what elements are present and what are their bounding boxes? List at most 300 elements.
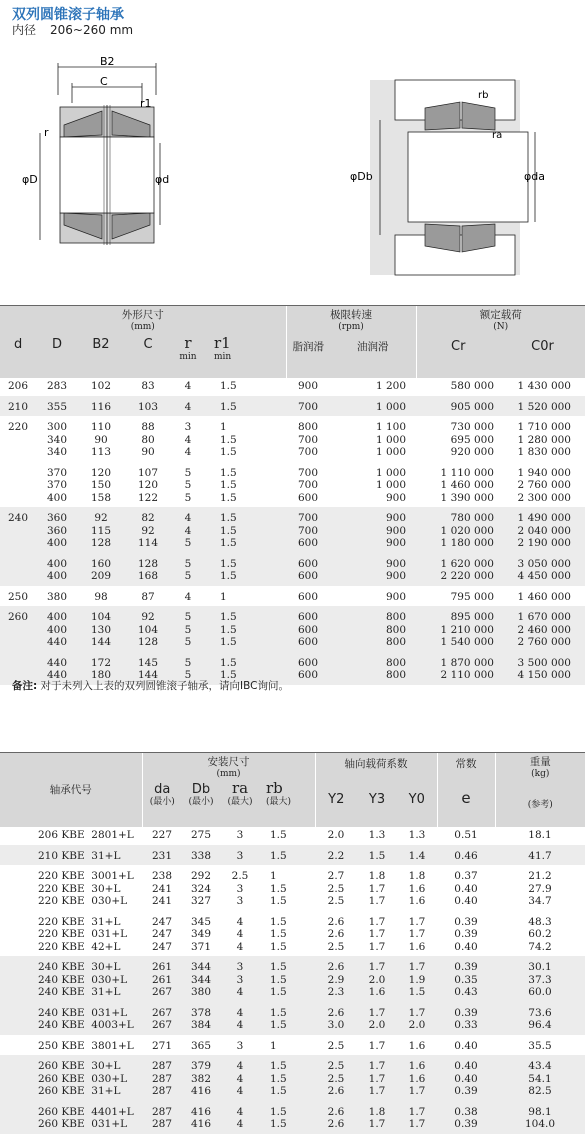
cell-d — [0, 446, 38, 462]
cell-Y0: 1.6 — [397, 1073, 437, 1086]
table-row — [0, 416, 585, 434]
cell-Y2: 2.6 — [315, 1085, 357, 1101]
cell-e: 0.33 — [437, 1019, 495, 1035]
cell-C0r: 3 500 000 — [500, 652, 585, 670]
cell-Y2: 3.0 — [315, 1019, 357, 1035]
cell-r1: 1.5 — [220, 446, 237, 458]
cell-Cr: 1 870 000 — [416, 652, 500, 670]
cell-ra: 4 — [220, 1055, 260, 1073]
cell-rb: 1 — [270, 1039, 277, 1052]
cell-C: 92 — [126, 525, 170, 538]
cell-d — [0, 434, 38, 447]
cell-Y0: 1.4 — [397, 845, 437, 866]
cell-e: 0.51 — [454, 829, 478, 841]
cell-weight: 98.1 — [495, 1101, 585, 1119]
cell-code: 240 KBE 031+L — [0, 1002, 142, 1020]
bearing-dimension-diagram — [20, 55, 190, 265]
cell-ra: 4 — [220, 1085, 260, 1101]
cell-D: 300 — [46, 421, 68, 433]
table-row — [0, 525, 585, 538]
cell-ra: 4 — [220, 1118, 260, 1134]
cell-r: 5 — [170, 636, 206, 652]
col-ref: (参考) — [495, 781, 585, 827]
cell-Y2: 2.5 — [315, 1055, 357, 1073]
cell-grease: 600 — [286, 606, 330, 624]
cell-r: 5 — [184, 479, 192, 491]
cell-d — [0, 462, 38, 480]
cell-C: 145 — [126, 652, 170, 670]
cell-d: 240 — [0, 507, 38, 525]
cell-C0r: 1 280 000 — [517, 433, 571, 446]
cell-C0r: 2 760 000 — [500, 636, 585, 652]
cell-code: 260 KBE 031+L — [0, 1118, 142, 1134]
table-row — [0, 1085, 585, 1101]
cell-Y3: 1.5 — [357, 845, 397, 866]
table-row — [0, 827, 585, 845]
cell-Cr: 2 110 000 — [416, 669, 500, 685]
cell-Y3: 1.7 — [357, 1073, 397, 1086]
table-row — [0, 1073, 585, 1086]
cell-r1: 1.5 — [220, 380, 237, 392]
cell-B2: 128 — [76, 537, 126, 553]
cell-Y3: 1.7 — [368, 882, 386, 895]
cell-rb: 1.5 — [260, 1002, 315, 1020]
cell-rb: 1.5 — [260, 845, 315, 866]
cell-Y2: 2.5 — [327, 895, 345, 907]
cell-weight: 37.3 — [495, 974, 585, 987]
cell-D: 370 — [46, 466, 68, 479]
cell-e: 0.38 — [437, 1101, 495, 1119]
group-const: 常数 — [437, 753, 495, 781]
col-da: da (最小) — [142, 781, 182, 827]
cell-rb: 1.5 — [270, 895, 287, 907]
cell-Y0: 1.6 — [397, 1055, 437, 1073]
cell-Y0: 1.7 — [397, 1118, 437, 1134]
cell-da: 267 — [142, 1002, 182, 1020]
cell-Y2: 2.0 — [327, 829, 345, 841]
cell-grease: 600 — [286, 553, 330, 571]
table-row — [0, 1002, 585, 1020]
cell-r: 5 — [170, 652, 206, 670]
cell-r1: 1.5 — [220, 491, 237, 504]
cell-ra: 3 — [236, 829, 244, 841]
cell-d — [0, 636, 38, 652]
cell-Y3: 1.7 — [357, 1055, 397, 1073]
cell-rb: 1.5 — [260, 1085, 315, 1101]
cell-Y2: 2.6 — [327, 915, 345, 928]
cell-grease: 600 — [286, 636, 330, 652]
group-axial: 轴向载荷系数 — [315, 753, 437, 781]
cell-r: 3 — [184, 421, 192, 433]
cell-Y0: 1.6 — [408, 882, 426, 895]
cell-grease: 700 — [297, 466, 319, 479]
group-install: 安装尺寸 (mm) — [142, 753, 315, 781]
cell-rb: 1.5 — [270, 940, 287, 953]
cell-C: 128 — [126, 553, 170, 571]
cell-D: 400 — [38, 570, 76, 586]
cell-Y3: 1.7 — [357, 1118, 397, 1134]
cell-Y2: 2.6 — [315, 1118, 357, 1134]
cell-Y2: 2.5 — [315, 1073, 357, 1086]
cell-e: 0.43 — [437, 986, 495, 1002]
cell-B2: 92 — [76, 507, 126, 525]
cell-Y0: 1.3 — [408, 829, 426, 841]
dim-da: φda — [524, 170, 545, 183]
cell-d: 220 — [8, 421, 29, 433]
cell-d: 260 — [0, 606, 38, 624]
cell-Y3: 1.3 — [368, 829, 386, 841]
dim-ra: ra — [492, 130, 503, 141]
cell-d — [0, 570, 38, 586]
cell-B2: 144 — [76, 636, 126, 652]
cell-code: 240 KBE 31+L — [0, 986, 142, 1002]
cell-da: 231 — [142, 845, 182, 866]
cell-Db: 384 — [182, 1019, 220, 1035]
cell-e: 0.39 — [437, 956, 495, 974]
cell-code: 260 KBE 030+L — [0, 1073, 142, 1086]
cell-Db: 416 — [182, 1085, 220, 1101]
cell-code: 260 KBE 30+L — [0, 1055, 142, 1073]
col-rb: rb (最大) — [260, 781, 315, 827]
cell-D: 340 — [46, 446, 68, 458]
cell-D: 380 — [46, 590, 68, 603]
cell-r: 5 — [170, 553, 206, 571]
cell-B2: 172 — [76, 652, 126, 670]
table-row — [0, 1101, 585, 1119]
cell-ra: 3 — [236, 882, 244, 895]
cell-oil: 900 — [385, 590, 406, 603]
cell-C: 104 — [126, 624, 170, 637]
cell-e: 0.37 — [454, 870, 478, 882]
cell-e: 0.40 — [437, 1055, 495, 1073]
cell-D: 400 — [38, 553, 76, 571]
cell-r: 5 — [170, 537, 206, 553]
table-note: 备注: 对于未列入上表的双列圆锥滚子轴承，请向IBC询问。 — [12, 680, 289, 692]
cell-r1: 1.5 — [206, 570, 286, 586]
cell-ra: 3 — [220, 956, 260, 974]
cell-Y0: 1.7 — [397, 1101, 437, 1119]
cell-r1: 1.5 — [206, 636, 286, 652]
col-Db: Db (最小) — [182, 781, 220, 827]
cell-rb: 1.5 — [260, 1118, 315, 1134]
cell-Db: 324 — [190, 882, 212, 895]
cell-r1: 1.5 — [206, 652, 286, 670]
cell-C0r: 2 190 000 — [500, 537, 585, 553]
cell-ra: 4 — [220, 1073, 260, 1086]
cell-da: 227 — [151, 829, 173, 841]
cell-Y3: 1.8 — [357, 1101, 397, 1119]
cell-Db: 371 — [190, 940, 212, 953]
cell-Db: 345 — [190, 915, 212, 928]
cell-da: 261 — [142, 974, 182, 987]
cell-r1: 1 — [220, 421, 227, 433]
col-Cr: Cr — [416, 336, 500, 378]
cell-Y3: 2.0 — [357, 1019, 397, 1035]
cell-ra: 4 — [220, 986, 260, 1002]
cell-oil: 800 — [330, 636, 416, 652]
cell-B2: 98 — [94, 590, 108, 603]
cell-Cr: 695 000 — [450, 433, 494, 446]
cell-e: 0.40 — [454, 1039, 478, 1052]
cell-rb: 1.5 — [260, 1055, 315, 1073]
table-row — [0, 895, 585, 911]
cell-ra: 4 — [236, 915, 244, 928]
cell-Y0: 1.7 — [397, 956, 437, 974]
cell-d — [0, 652, 38, 670]
cell-da: 287 — [142, 1085, 182, 1101]
table-row — [0, 974, 585, 987]
cell-e: 0.39 — [454, 928, 478, 940]
cell-Y0: 1.7 — [408, 915, 426, 928]
cell-r1: 1.5 — [206, 396, 286, 417]
table-row — [0, 378, 585, 396]
cell-Y0: 1.6 — [408, 895, 426, 907]
col-r: r min — [170, 336, 206, 378]
cell-r: 4 — [184, 433, 192, 446]
cell-Cr: 895 000 — [416, 606, 500, 624]
cell-Y0: 1.6 — [408, 1039, 426, 1052]
cell-Cr: 1 210 000 — [416, 624, 500, 637]
cell-Cr: 1 390 000 — [440, 491, 494, 504]
cell-weight: 96.4 — [495, 1019, 585, 1035]
cell-ra: 4 — [236, 928, 244, 940]
cell-C: 114 — [126, 537, 170, 553]
cell-C0r: 2 460 000 — [500, 624, 585, 637]
col-grease: 脂润滑 — [286, 336, 330, 378]
cell-ra: 3 — [236, 1039, 244, 1052]
table-row — [0, 507, 585, 525]
cell-r: 5 — [184, 466, 192, 479]
table-row — [0, 865, 585, 883]
cell-ra: 4 — [220, 1101, 260, 1119]
cell-da: 287 — [142, 1073, 182, 1086]
table-row — [0, 606, 585, 624]
cell-oil: 1 200 — [375, 380, 406, 392]
cell-oil: 900 — [330, 537, 416, 553]
page-title: 双列圆锥滚子轴承 — [12, 7, 124, 23]
cell-grease: 600 — [286, 537, 330, 553]
col-e: e — [437, 781, 495, 827]
cell-D: 340 — [46, 433, 68, 446]
table-row — [0, 434, 585, 447]
cell-oil: 900 — [330, 507, 416, 525]
dim-C: C — [100, 75, 108, 88]
cell-d — [0, 624, 38, 637]
cell-Y2: 2.6 — [327, 928, 345, 940]
cell-rb: 1.5 — [270, 915, 287, 928]
table-row — [0, 537, 585, 553]
cell-Db: 365 — [190, 1039, 212, 1052]
cell-Db: 349 — [190, 928, 212, 940]
cell-Y0: 1.8 — [408, 870, 426, 882]
table-row — [0, 479, 585, 492]
cell-rb: 1.5 — [260, 1019, 315, 1035]
cell-d — [0, 479, 38, 492]
cell-D: 360 — [38, 507, 76, 525]
cell-D: 370 — [46, 479, 68, 491]
cell-e: 0.40 — [454, 940, 478, 953]
cell-oil: 800 — [330, 652, 416, 670]
cell-grease: 600 — [297, 590, 319, 603]
cell-B2: 110 — [90, 421, 112, 433]
cell-code: 240 KBE 030+L — [0, 974, 142, 987]
cell-Cr: 730 000 — [450, 421, 494, 433]
table-row — [0, 462, 585, 480]
cell-weight: 48.3 — [528, 915, 552, 928]
table-row — [0, 883, 585, 896]
col-Y0: Y0 — [397, 781, 437, 827]
cell-C0r: 3 050 000 — [500, 553, 585, 571]
cell-Y2: 2.6 — [315, 956, 357, 974]
cell-C: 88 — [141, 421, 155, 433]
cell-Y0: 1.7 — [397, 1085, 437, 1101]
cell-grease: 600 — [286, 624, 330, 637]
cell-r1: 1.5 — [220, 433, 237, 446]
cell-Y2: 2.5 — [327, 1039, 345, 1052]
cell-ra: 3 — [220, 845, 260, 866]
table-row — [0, 986, 585, 1002]
group-weight: 重量 (kg) — [495, 753, 585, 781]
cell-Db: 380 — [182, 986, 220, 1002]
cell-B2: 180 — [76, 669, 126, 685]
cell-B2: 116 — [76, 396, 126, 417]
cell-C0r: 1 490 000 — [500, 507, 585, 525]
cell-Y0: 1.7 — [408, 928, 426, 940]
cell-r: 4 — [184, 590, 192, 603]
cell-C0r: 1 520 000 — [500, 396, 585, 417]
cell-C: 128 — [126, 636, 170, 652]
col-C0r: C0r — [500, 336, 585, 378]
cell-r1: 1.5 — [206, 606, 286, 624]
cell-C0r: 1 430 000 — [517, 380, 571, 392]
cell-Y3: 1.7 — [368, 1039, 386, 1052]
cell-D: 400 — [38, 606, 76, 624]
cell-B2: 120 — [90, 466, 112, 479]
table-row — [0, 652, 585, 670]
cell-code: 220 KBE 31+L — [38, 915, 121, 928]
cell-weight: 73.6 — [495, 1002, 585, 1020]
cell-D: 355 — [38, 396, 76, 417]
cell-Y2: 2.6 — [315, 1002, 357, 1020]
cell-C: 83 — [141, 380, 155, 392]
cell-e: 0.39 — [454, 915, 478, 928]
cell-grease: 700 — [286, 525, 330, 538]
cell-D: 400 — [46, 491, 68, 504]
cell-e: 0.40 — [454, 895, 478, 907]
cell-C: 168 — [126, 570, 170, 586]
cell-C: 107 — [137, 466, 159, 479]
cell-D: 400 — [38, 624, 76, 637]
cell-Cr: 1 020 000 — [416, 525, 500, 538]
table-row — [0, 1118, 585, 1134]
cell-D: 360 — [38, 525, 76, 538]
cell-da: 261 — [142, 956, 182, 974]
cell-code: 260 KBE 4401+L — [0, 1101, 142, 1119]
cell-oil: 900 — [330, 525, 416, 538]
cell-d — [0, 537, 38, 553]
cell-Y3: 1.7 — [368, 928, 386, 940]
cell-rb: 1.5 — [260, 974, 315, 987]
cell-code: 206 KBE 2801+L — [38, 829, 134, 841]
cell-C0r: 1 940 000 — [517, 466, 571, 479]
cell-Y3: 1.7 — [368, 895, 386, 907]
cell-Y3: 1.7 — [357, 956, 397, 974]
table-row — [0, 396, 585, 417]
cell-da: 271 — [151, 1039, 173, 1052]
cell-r: 4 — [184, 380, 192, 392]
cell-C: 90 — [141, 446, 155, 458]
cell-Cr: 920 000 — [450, 446, 494, 458]
cell-code: 220 KBE 30+L — [38, 882, 121, 895]
cell-code: 250 KBE 3801+L — [38, 1039, 134, 1052]
cell-grease: 900 — [297, 380, 319, 392]
group-speed: 极限转速 (rpm) — [286, 306, 416, 336]
cell-grease: 700 — [297, 479, 319, 491]
cell-r: 4 — [170, 507, 206, 525]
cell-rb: 1.5 — [270, 882, 287, 895]
cell-d: 206 — [8, 380, 29, 392]
table-row — [0, 1035, 585, 1056]
cell-r1: 1.5 — [206, 553, 286, 571]
cell-da: 287 — [142, 1101, 182, 1119]
subtitle-label: 内径 — [12, 23, 37, 37]
cell-Y2: 2.2 — [315, 845, 357, 866]
table-row — [0, 492, 585, 508]
cell-da: 247 — [151, 928, 173, 940]
cell-da: 247 — [151, 940, 173, 953]
cell-C: 82 — [126, 507, 170, 525]
table-row — [0, 624, 585, 637]
page-subtitle — [12, 21, 133, 38]
cell-code: 210 KBE 31+L — [0, 845, 142, 866]
cell-Y3: 1.8 — [368, 870, 386, 882]
cell-e: 0.39 — [437, 1085, 495, 1101]
cell-C0r: 1 460 000 — [517, 590, 571, 603]
cell-grease: 700 — [286, 396, 330, 417]
cell-e: 0.35 — [437, 974, 495, 987]
cell-Y0: 1.5 — [397, 986, 437, 1002]
cell-r: 4 — [170, 396, 206, 417]
cell-rb: 1.5 — [270, 829, 287, 841]
cell-C0r: 4 150 000 — [500, 669, 585, 685]
cell-code: 220 KBE 031+L — [38, 928, 128, 940]
group-load: 额定载荷 (N) — [416, 306, 585, 336]
cell-B2: 160 — [76, 553, 126, 571]
cell-C0r: 4 450 000 — [500, 570, 585, 586]
cell-r: 4 — [170, 525, 206, 538]
cell-ra: 4 — [220, 1002, 260, 1020]
cell-oil: 800 — [330, 606, 416, 624]
cell-r1: 1.5 — [206, 525, 286, 538]
cell-D: 400 — [38, 537, 76, 553]
cell-Y3: 1.7 — [357, 1002, 397, 1020]
cell-da: 287 — [142, 1055, 182, 1073]
cell-B2: 102 — [90, 380, 112, 392]
cell-weight: 27.9 — [528, 882, 552, 895]
mounting-dimensions-table — [0, 753, 585, 1134]
cell-oil: 1 100 — [375, 421, 406, 433]
cell-Y2: 2.5 — [327, 882, 345, 895]
table-row — [0, 845, 585, 866]
cell-r1: 1.5 — [206, 624, 286, 637]
cell-d — [0, 525, 38, 538]
cell-grease: 700 — [286, 507, 330, 525]
cell-code: 240 KBE 4003+L — [0, 1019, 142, 1035]
cell-grease: 600 — [297, 491, 319, 504]
col-B2: B2 — [76, 336, 126, 378]
cell-Cr: 1 620 000 — [416, 553, 500, 571]
cell-oil: 1 000 — [375, 433, 406, 446]
